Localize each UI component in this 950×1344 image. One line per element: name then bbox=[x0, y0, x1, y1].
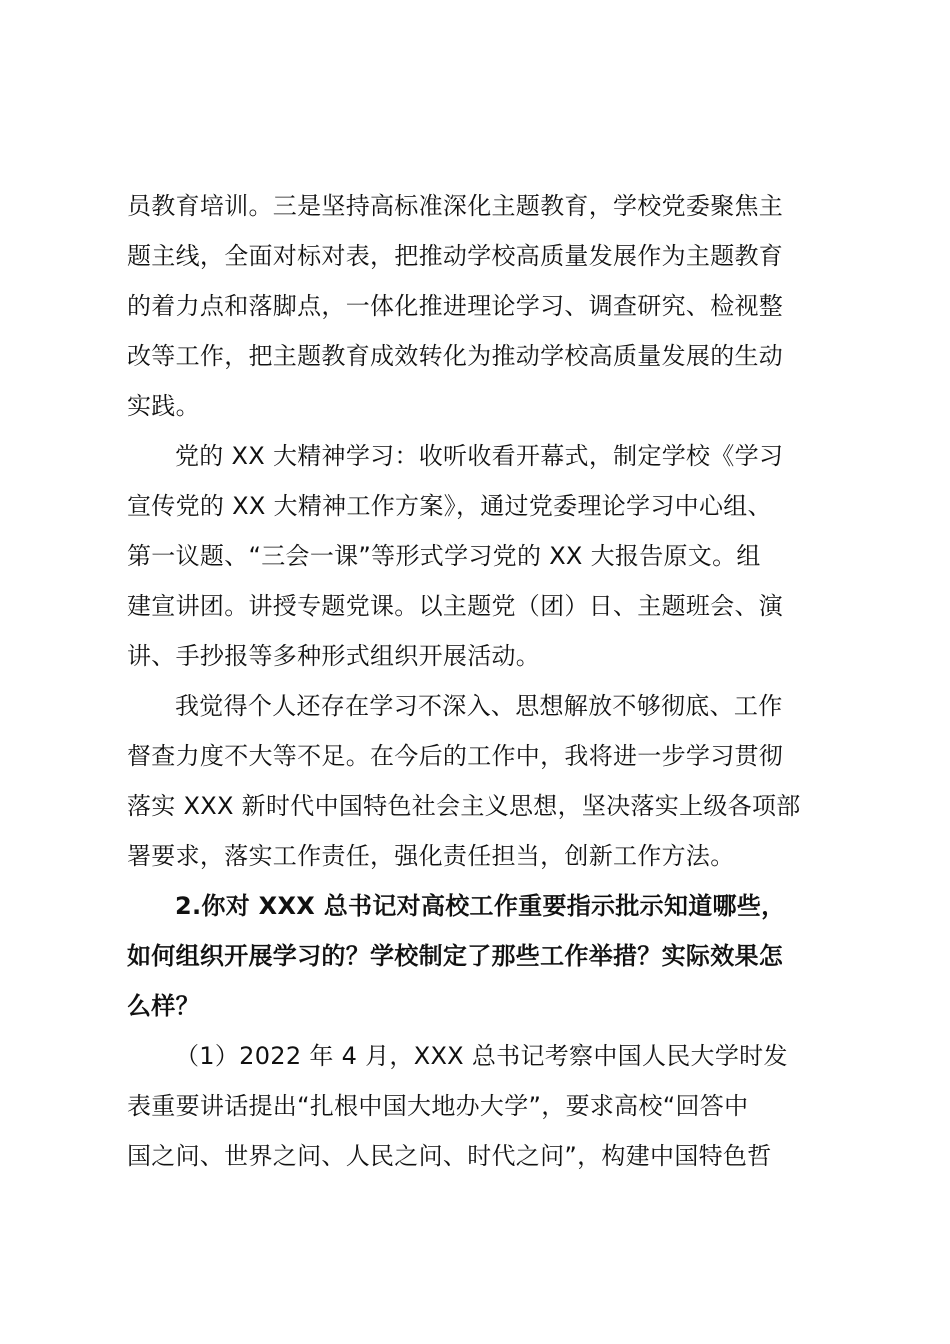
paragraph-line: 落实 XXX 新时代中国特色社会主义思想，坚决落实上级各项部 bbox=[127, 792, 801, 820]
paragraph-line: 督查力度不大等不足。在今后的工作中，我将进一步学习贯彻 bbox=[127, 742, 784, 770]
paragraph-line: 第一议题、“三会一课”等形式学习党的 XX 大报告原文。组 bbox=[127, 542, 761, 570]
question-heading-line: 么样？ bbox=[127, 992, 200, 1020]
paragraph-line: 署要求，落实工作责任，强化责任担当，创新工作方法。 bbox=[127, 842, 735, 870]
paragraph-line: 实践。 bbox=[127, 392, 200, 420]
paragraph-line: 宣传党的 XX 大精神工作方案》，通过党委理论学习中心组、 bbox=[127, 492, 772, 520]
paragraph-line: 建宣讲团。讲授专题党课。以主题党（团）日、主题班会、演 bbox=[127, 592, 784, 620]
question-heading-line: 2.你对 XXX 总书记对高校工作重要指示批示知道哪些， bbox=[175, 892, 786, 920]
paragraph-line: 国之问、世界之问、人民之问、时代之问”，构建中国特色哲 bbox=[127, 1142, 772, 1170]
paragraph-line: 表重要讲话提出“扎根中国大地办大学”，要求高校“回答中 bbox=[127, 1092, 749, 1120]
paragraph-line: 的着力点和落脚点，一体化推进理论学习、调查研究、检视整 bbox=[127, 292, 784, 320]
paragraph-line: 题主线，全面对标对表，把推动学校高质量发展作为主题教育 bbox=[127, 242, 784, 270]
paragraph-line: 讲、手抄报等多种形式组织开展活动。 bbox=[127, 642, 541, 670]
paragraph-line: 员教育培训。三是坚持高标准深化主题教育，学校党委聚焦主 bbox=[127, 192, 784, 220]
paragraph-line: 改等工作，把主题教育成效转化为推动学校高质量发展的生动 bbox=[127, 342, 784, 370]
paragraph-line: 党的 XX 大精神学习：收听收看开幕式，制定学校《学习 bbox=[175, 442, 784, 470]
paragraph-line: 我觉得个人还存在学习不深入、思想解放不够彻底、工作 bbox=[175, 692, 783, 720]
paragraph-line: （1）2022 年 4 月，XXX 总书记考察中国人民大学时发 bbox=[175, 1042, 788, 1070]
question-heading-line: 如何组织开展学习的？学校制定了那些工作举措？实际效果怎 bbox=[127, 942, 784, 970]
